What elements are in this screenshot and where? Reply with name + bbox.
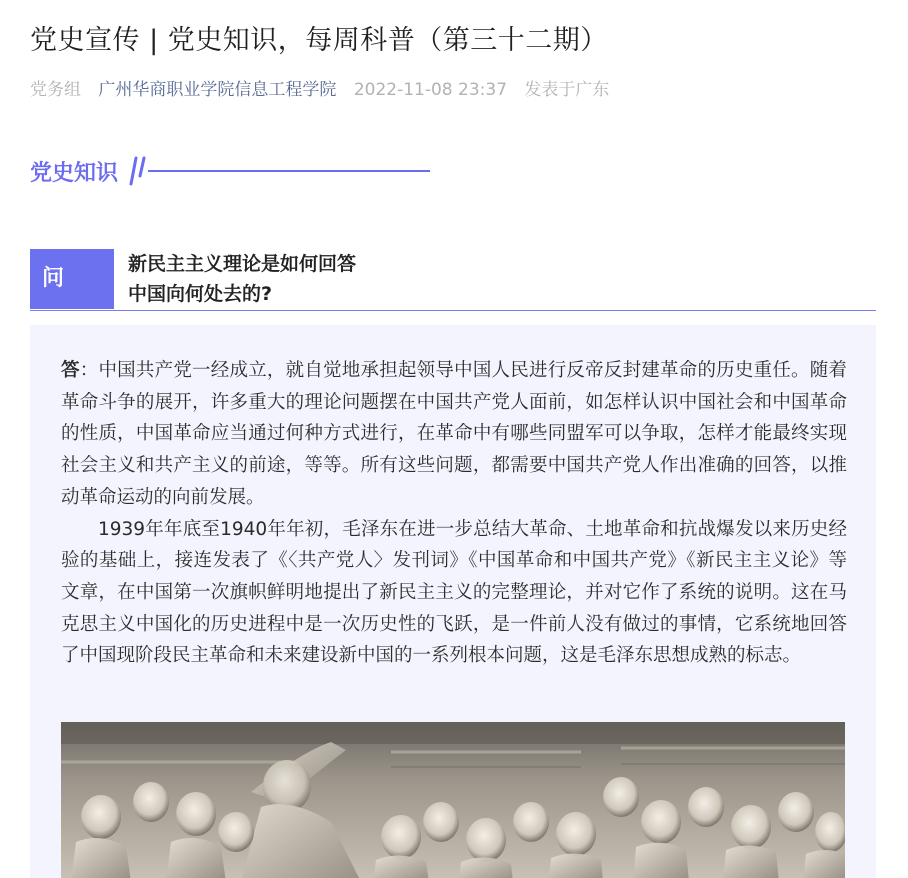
answer-paragraph-1 [61, 355, 847, 514]
answer-lead: 答 [61, 360, 80, 381]
meta-author: 党务组 [30, 80, 81, 100]
answer-paragraph-2: 1939年年底至1940年年初，毛泽东在进一步总结大革命、土地革命和抗战爆发以来历史经验的基础上，接连发表了《〈共产党人〉发刊词》《中国革命和中国共产党》《新民主主义论》等文章，在中国第一次旗帜鲜明地提出了新民主主义的完整理论，并对它作了系统的说明。这在马克思主义中国化的历史进程中是一次历史性的飞跃，是一件前人没有做过的事情，它系统地回答了中国现阶段民主革命和未来建设新中国的一系列根本问题，这是毛泽东思想成熟的标志。 [61, 518, 847, 667]
question-line-1: 新民主主义理论是如何回答 [128, 253, 357, 275]
meta-account-link[interactable]: 广州华商职业学院信息工程学院 [98, 80, 337, 100]
question-text [128, 249, 356, 309]
section-divider-line [148, 170, 430, 172]
double-slash-icon [128, 154, 150, 188]
question-badge: 问 [30, 249, 114, 309]
meta-location: 发表于广东 [524, 80, 610, 100]
section-label: 党史知识 [30, 161, 119, 186]
question-block [30, 249, 876, 311]
stone-relief-image [61, 722, 845, 878]
meta-datetime: 2022-11-08 23:37 [353, 80, 508, 100]
article-title: 党史宣传 | 党史知识，每周科普（第三十二期） [30, 25, 608, 56]
answer-paragraph-1-text: ：中国共产党一经成立，就自觉地承担起领导中国人民进行反帝反封建革命的历史重任。随着革命斗争的展开，许多重大的理论问题摆在中国共产党人面前，如怎样认识中国社会和中国革命的性质，中国革命应当通过何种方式进行，在革命中有哪些同盟军可以争取，怎样才能最终实现社会主义和共产主义的前途，等等。所有这些问题，都需要中国共产党人作出准确的回答，以推动革命运动的向前发展。 [61, 360, 847, 508]
question-line-2: 中国向何处去的? [128, 283, 273, 305]
answer-body [61, 355, 847, 672]
section-header [30, 154, 450, 188]
question-underline [30, 310, 876, 311]
article-meta [30, 75, 621, 100]
